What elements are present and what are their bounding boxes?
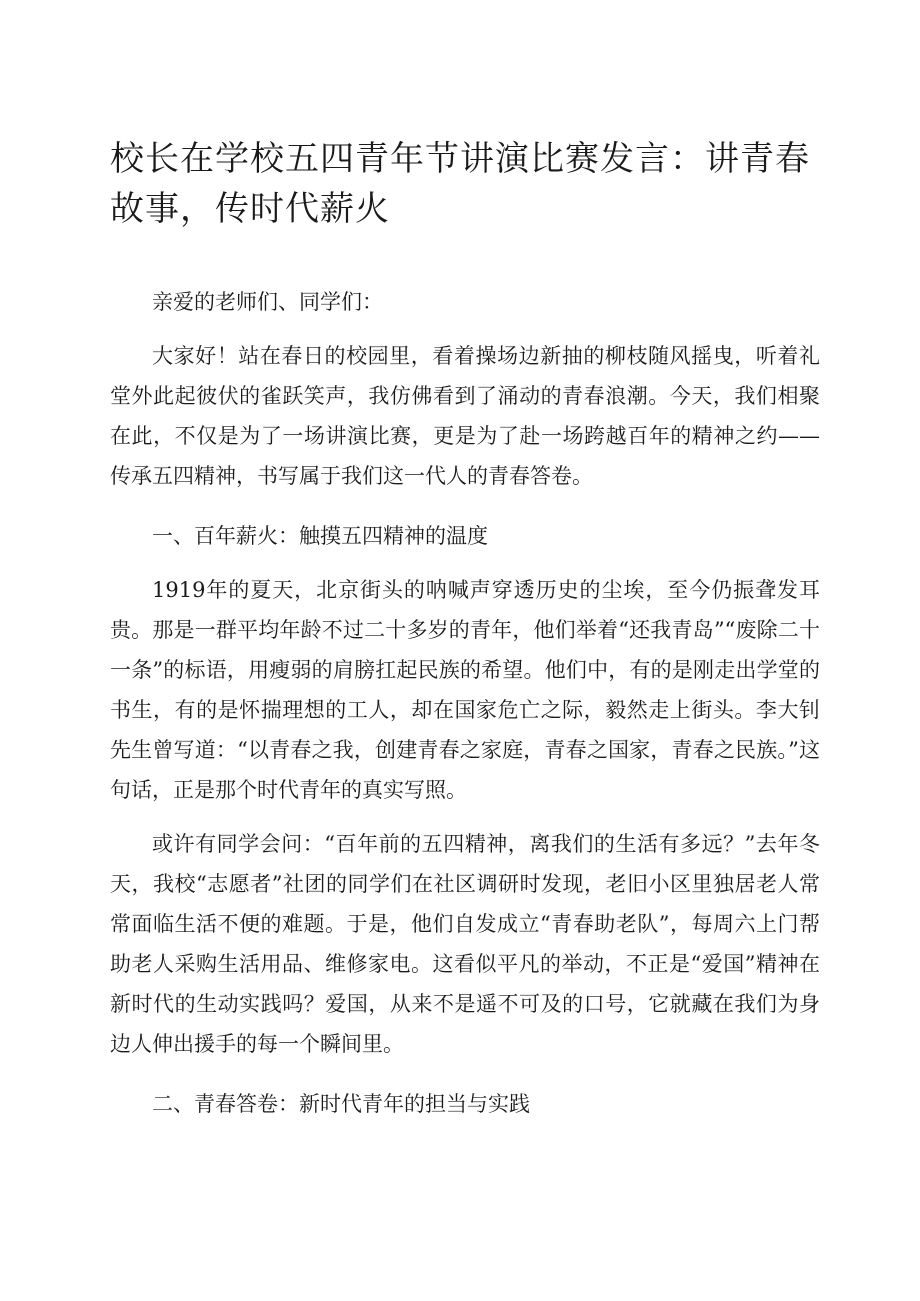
section-1-heading: 一、百年薪火：触摸五四精神的温度	[152, 524, 488, 548]
section-2-heading: 二、青春答卷：新时代青年的担当与实践	[152, 1092, 530, 1116]
greeting: 亲爱的老师们、同学们：	[152, 290, 383, 314]
section-1-paragraph-2: 或许有同学会问：“百年前的五四精神，离我们的生活有多远？”去年冬天，我校“志愿者”社团的同学们在社区调研时发现，老旧小区里独居老人常常面临生活不便的难题。于是，他们自发成立“青春助老队”，每周六上门帮助老人采购生活用品、维修家电。这看似平凡的举动，不正是“爱国”精神在新时代的生动实践吗？爱国，从来不是遥不可及的口号，它就藏在我们为身边人伸出援手的每一个瞬间里。	[110, 832, 820, 1056]
document-title: 校长在学校五四青年节讲演比赛发言：讲青春故事，传时代薪火	[110, 139, 810, 229]
intro-paragraph: 大家好！站在春日的校园里，看着操场边新抽的柳枝随风摇曳，听着礼堂外此起彼伏的雀跃笑声，我仿佛看到了涌动的青春浪潮。今天，我们相聚在此，不仅是为了一场讲演比赛，更是为了赴一场跨越百年的精神之约——传承五四精神，书写属于我们这一代人的青春答卷。	[110, 344, 820, 488]
section-1-paragraph-1: 1919年的夏天，北京街头的呐喊声穿透历史的尘埃，至今仍振聋发耳贵。那是一群平均年龄不过二十多岁的青年，他们举着“还我青岛”“废除二十一条”的标语，用瘦弱的肩膀扛起民族的希望。他们中，有的是刚走出学堂的书生，有的是怀揣理想的工人，却在国家危亡之际，毅然走上街头。李大钊先生曾写道：“以青春之我，创建青春之家庭，青春之国家，青春之民族。”这句话，正是那个时代青年的真实写照。	[110, 578, 820, 802]
document-body	[110, 282, 820, 1138]
